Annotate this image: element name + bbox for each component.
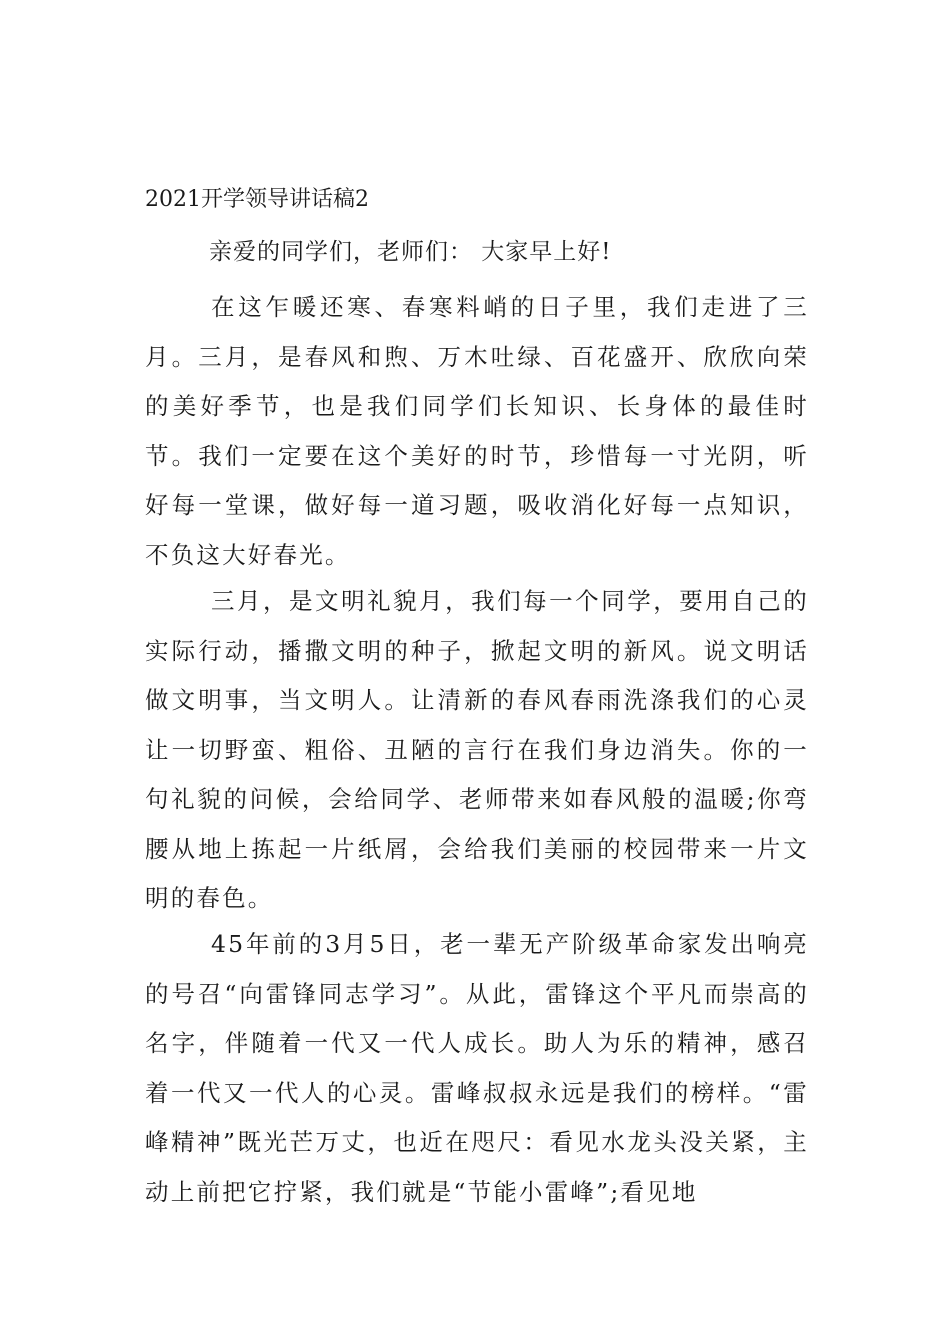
paragraph-2: 三月，是文明礼貌月，我们每一个同学，要用自己的实际行动，播撒文明的种子，掀起文明的新风。说文明话做文明事，当文明人。让清新的春风春雨洗涤我们的心灵让一切野蛮、粗俗、丑陋的言行在我们身边消失。你的一句礼貌的问候，会给同学、老师带来如春风般的温暖;你弯腰从地上拣起一片纸屑，会给我们美丽的校园带来一片文明的春色。 [145, 587, 809, 912]
greeting-line: 亲爱的同学们，老师们： 大家早上好! [209, 239, 612, 265]
paragraph-3: 45年前的3月5日，老一辈无产阶级革命家发出响亮的号召“向雷锋同志学习”。从此，雷锋这个平凡而崇高的名字，伴随着一代又一代人成长。助人为乐的精神，感召着一代又一代人的心灵。雷峰叔叔永远是我们的榜样。“雷峰精神”既光芒万丈，也近在咫尺：看见水龙头没关紧，主动上前把它拧紧，我们就是“节能小雷峰”;看见地 [145, 930, 809, 1206]
paragraph-1: 在这乍暖还寒、春寒料峭的日子里，我们走进了三月。三月，是春风和煦、万木吐绿、百花盛开、欣欣向荣的美好季节，也是我们同学们长知识、长身体的最佳时节。我们一定要在这个美好的时节，珍惜每一寸光阴，听好每一堂课，做好每一道习题，吸收消化好每一点知识，不负这大好春光。 [145, 293, 809, 569]
document-title: 2021开学领导讲话稿2 [145, 187, 369, 212]
